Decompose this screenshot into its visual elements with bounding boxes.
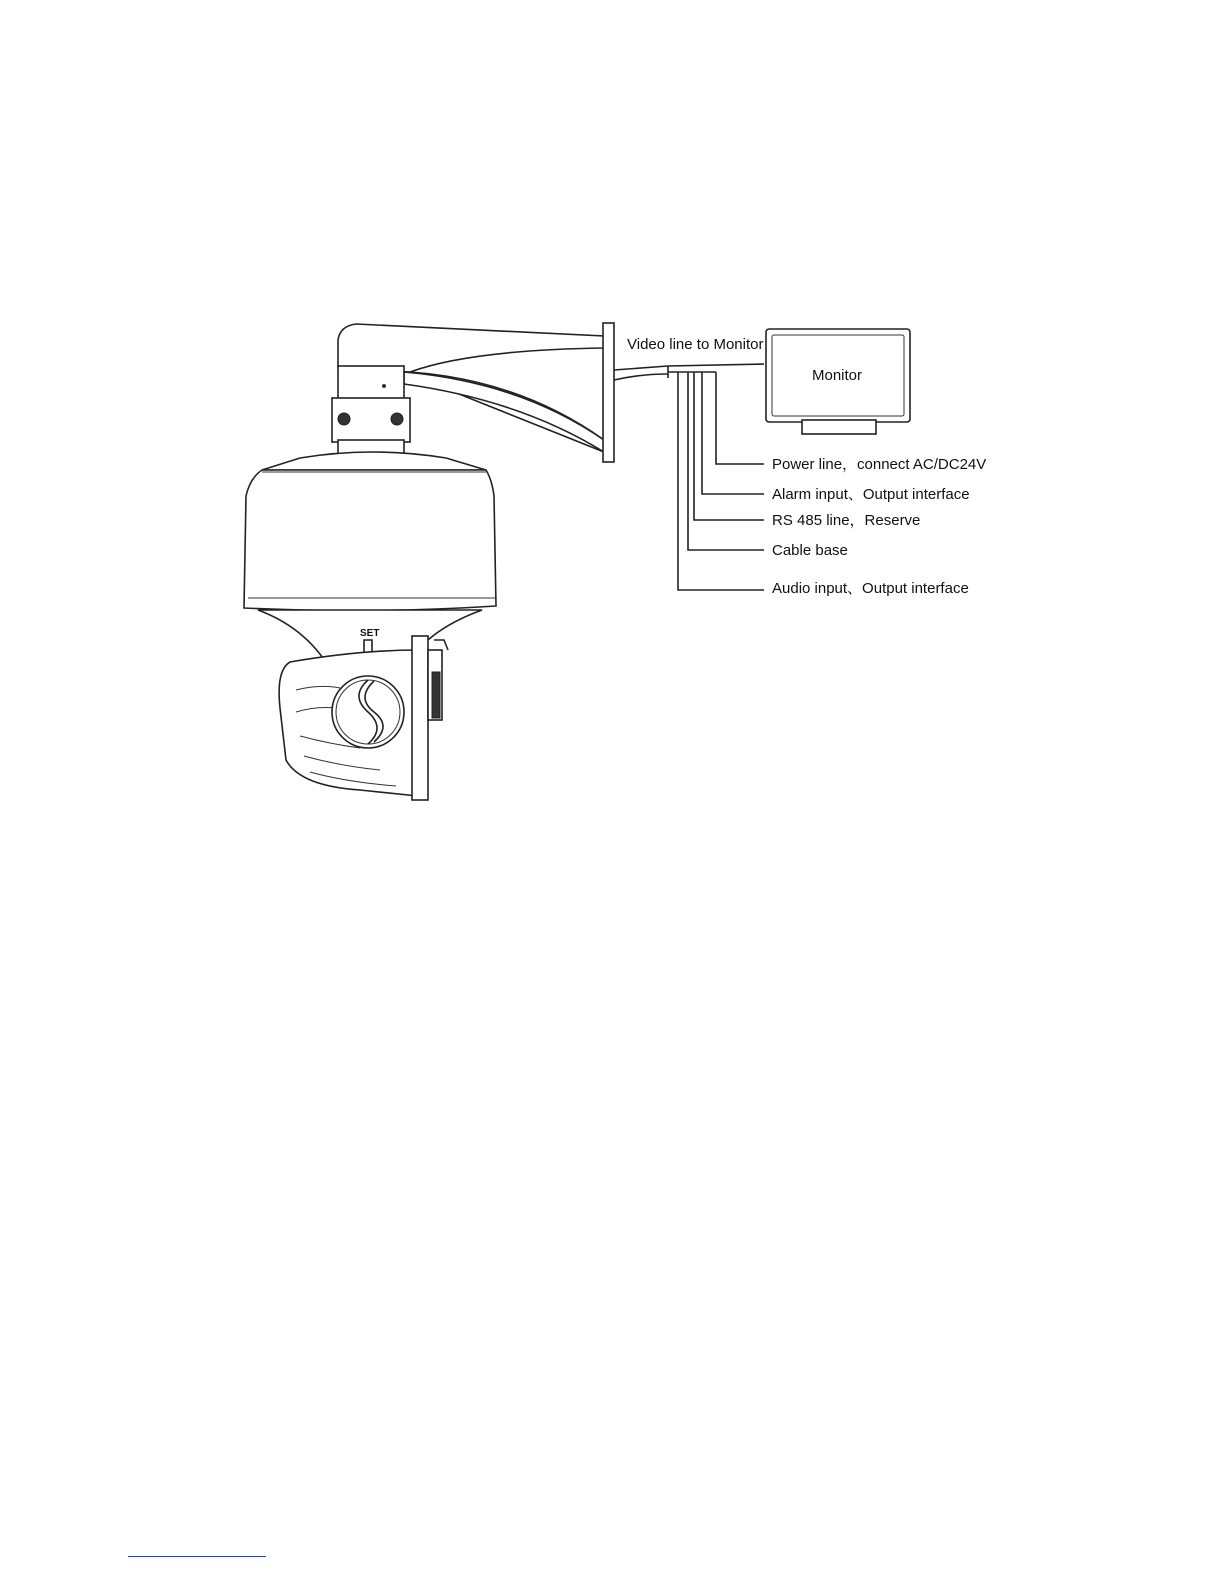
monitor-label: Monitor — [812, 367, 863, 384]
video-line-label: Video line to Monitor — [627, 336, 764, 353]
ptz-dome-camera — [244, 452, 496, 800]
cable-label-audio: Audio input、Output interface — [772, 580, 969, 597]
cable-label-power: Power line，connect AC/DC24V — [772, 456, 987, 473]
wall-mount-bracket — [332, 323, 614, 462]
cable-label-cable-base: Cable base — [772, 542, 848, 559]
set-label: SET — [360, 628, 380, 639]
cable-harness — [614, 364, 764, 590]
cable-label-alarm: Alarm input、Output interface — [772, 486, 970, 503]
footnote-separator — [128, 1556, 266, 1557]
cable-label-rs485: RS 485 line，Reserve — [772, 512, 921, 529]
